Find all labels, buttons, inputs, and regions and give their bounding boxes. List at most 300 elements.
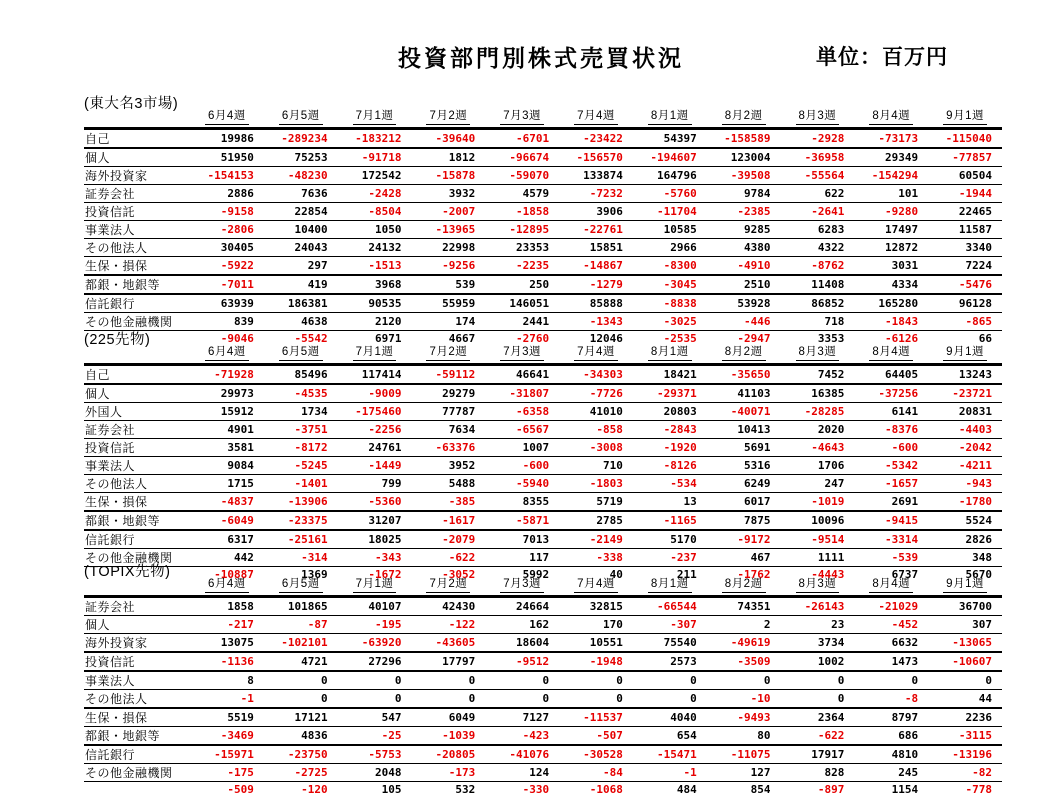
week-label: 7月3週 bbox=[500, 107, 544, 125]
value-cell: -9172 bbox=[707, 530, 781, 549]
table-row bbox=[84, 129, 1002, 149]
value-cell: 0 bbox=[485, 690, 559, 709]
value-cell: 8355 bbox=[485, 493, 559, 512]
value-cell: 74351 bbox=[707, 597, 781, 616]
week-header bbox=[781, 106, 855, 129]
value-cell: 13 bbox=[633, 493, 707, 512]
value-cell: 442 bbox=[190, 549, 264, 567]
week-label: 7月1週 bbox=[353, 107, 397, 125]
value-cell: 10400 bbox=[264, 221, 338, 239]
value-cell: -4837 bbox=[190, 493, 264, 512]
value-cell: 165280 bbox=[854, 294, 928, 313]
value-cell: 854 bbox=[750, 782, 771, 796]
value-cell: 101 bbox=[854, 185, 928, 203]
value-cell: 0 bbox=[485, 671, 559, 690]
row-label: 事業法人 bbox=[84, 457, 190, 475]
value-cell: 4721 bbox=[264, 652, 338, 671]
week-label: 7月2週 bbox=[426, 107, 470, 125]
value-cell: -73173 bbox=[854, 129, 928, 149]
week-label: 9月1週 bbox=[943, 343, 987, 361]
row-label: 投資信託 bbox=[84, 203, 190, 221]
table-row bbox=[84, 185, 1002, 203]
row-label: 海外投資家 bbox=[84, 634, 190, 653]
value-cell: 24664 bbox=[485, 597, 559, 616]
value-cell: -91718 bbox=[338, 148, 412, 167]
value-cell: 172542 bbox=[338, 167, 412, 185]
value-cell: 710 bbox=[559, 457, 633, 475]
value-cell: -55564 bbox=[781, 167, 855, 185]
value-cell: 6971 bbox=[374, 331, 402, 345]
value-cell: 170 bbox=[559, 616, 633, 634]
row-label: その他法人 bbox=[84, 475, 190, 493]
value-cell: -120 bbox=[301, 782, 328, 796]
value-cell: 123004 bbox=[707, 148, 781, 167]
value-cell: -1617 bbox=[411, 511, 485, 530]
value-cell: -4443 bbox=[811, 567, 845, 581]
week-header bbox=[264, 342, 338, 365]
value-cell: -10607 bbox=[928, 652, 1002, 671]
value-cell: 3031 bbox=[854, 257, 928, 276]
value-cell: 124 bbox=[485, 764, 559, 782]
week-label: 6月4週 bbox=[205, 575, 249, 593]
table-row bbox=[84, 475, 1002, 493]
week-header bbox=[485, 574, 559, 597]
value-cell: -8762 bbox=[781, 257, 855, 276]
value-cell: -3008 bbox=[559, 439, 633, 457]
table-row bbox=[84, 439, 1002, 457]
value-cell: -5871 bbox=[485, 511, 559, 530]
table-row bbox=[84, 511, 1002, 530]
value-cell: 4040 bbox=[633, 708, 707, 727]
value-cell: -2725 bbox=[264, 764, 338, 782]
value-cell: 467 bbox=[707, 549, 781, 567]
value-cell: 4334 bbox=[854, 275, 928, 294]
value-cell: -154153 bbox=[190, 167, 264, 185]
value-cell: -3052 bbox=[442, 567, 476, 581]
week-label: 7月3週 bbox=[500, 575, 544, 593]
value-cell: -43605 bbox=[411, 634, 485, 653]
value-cell: 532 bbox=[455, 782, 476, 796]
table-row bbox=[84, 745, 1002, 764]
value-cell: -9009 bbox=[338, 384, 412, 403]
value-cell: -507 bbox=[559, 727, 633, 746]
value-cell: 0 bbox=[411, 671, 485, 690]
value-cell: -21029 bbox=[854, 597, 928, 616]
value-cell: -1019 bbox=[781, 493, 855, 512]
week-header bbox=[854, 342, 928, 365]
value-cell: 10585 bbox=[633, 221, 707, 239]
value-cell: -7011 bbox=[190, 275, 264, 294]
value-cell: -22761 bbox=[559, 221, 633, 239]
week-label: 9月1週 bbox=[943, 107, 987, 125]
row-label: 証券会社 bbox=[84, 185, 190, 203]
value-cell: -77857 bbox=[928, 148, 1002, 167]
value-cell: 0 bbox=[781, 690, 855, 709]
week-header bbox=[264, 106, 338, 129]
value-cell: -63376 bbox=[411, 439, 485, 457]
row-label: 信託銀行 bbox=[84, 530, 190, 549]
value-cell: -23721 bbox=[928, 384, 1002, 403]
week-label: 6月5週 bbox=[279, 343, 323, 361]
value-cell: -1279 bbox=[559, 275, 633, 294]
value-cell: -6049 bbox=[190, 511, 264, 530]
week-label: 6月5週 bbox=[279, 107, 323, 125]
value-cell: 4836 bbox=[264, 727, 338, 746]
value-cell: -5360 bbox=[338, 493, 412, 512]
row-label: 生保・損保 bbox=[84, 257, 190, 276]
table-row bbox=[84, 764, 1002, 782]
value-cell: 211 bbox=[676, 567, 697, 581]
value-cell: -15878 bbox=[411, 167, 485, 185]
value-cell: -115040 bbox=[928, 129, 1002, 149]
value-cell: 3932 bbox=[411, 185, 485, 203]
value-cell: 86852 bbox=[781, 294, 855, 313]
value-cell: -11704 bbox=[633, 203, 707, 221]
value-cell: -36958 bbox=[781, 148, 855, 167]
value-cell: -1843 bbox=[854, 313, 928, 331]
value-cell: 80 bbox=[707, 727, 781, 746]
value-cell: -3045 bbox=[633, 275, 707, 294]
value-cell: 4579 bbox=[485, 185, 559, 203]
week-label: 7月4週 bbox=[574, 343, 618, 361]
value-cell: 1715 bbox=[190, 475, 264, 493]
value-cell: 4322 bbox=[781, 239, 855, 257]
value-cell: -1 bbox=[633, 764, 707, 782]
value-cell: 66 bbox=[978, 331, 992, 345]
week-label: 6月4週 bbox=[205, 107, 249, 125]
week-header bbox=[781, 342, 855, 365]
section-label: (225先物) bbox=[84, 332, 151, 348]
value-cell: 0 bbox=[928, 671, 1002, 690]
week-label: 8月2週 bbox=[722, 343, 766, 361]
week-header bbox=[781, 574, 855, 597]
week-label: 8月3週 bbox=[796, 575, 840, 593]
value-cell: -5342 bbox=[854, 457, 928, 475]
value-cell: 0 bbox=[707, 671, 781, 690]
value-cell: -2843 bbox=[633, 421, 707, 439]
value-cell: -6358 bbox=[485, 403, 559, 421]
value-cell: 2785 bbox=[559, 511, 633, 530]
table-row bbox=[84, 294, 1002, 313]
week-label: 7月4週 bbox=[574, 575, 618, 593]
value-cell: -5922 bbox=[190, 257, 264, 276]
table-row bbox=[84, 652, 1002, 671]
value-cell: 2966 bbox=[633, 239, 707, 257]
value-cell: -338 bbox=[559, 549, 633, 567]
value-cell: -2149 bbox=[559, 530, 633, 549]
value-cell: 85496 bbox=[264, 365, 338, 385]
week-header bbox=[928, 342, 1002, 365]
value-cell: 63939 bbox=[190, 294, 264, 313]
value-cell: -423 bbox=[485, 727, 559, 746]
row-label: 都銀・地銀等 bbox=[84, 727, 190, 746]
value-cell: -13196 bbox=[928, 745, 1002, 764]
value-cell: 0 bbox=[633, 671, 707, 690]
value-cell: 7634 bbox=[411, 421, 485, 439]
value-cell: -25161 bbox=[264, 530, 338, 549]
value-cell: -48230 bbox=[264, 167, 338, 185]
value-cell: -23422 bbox=[559, 129, 633, 149]
value-cell: -943 bbox=[928, 475, 1002, 493]
value-cell: -452 bbox=[854, 616, 928, 634]
row-label: 投資信託 bbox=[84, 439, 190, 457]
value-cell: 0 bbox=[338, 671, 412, 690]
value-cell: 2364 bbox=[781, 708, 855, 727]
week-label: 7月1週 bbox=[353, 575, 397, 593]
value-cell: 186381 bbox=[264, 294, 338, 313]
value-cell: 29973 bbox=[190, 384, 264, 403]
value-cell: -15471 bbox=[633, 745, 707, 764]
value-cell: -1136 bbox=[190, 652, 264, 671]
value-cell: 0 bbox=[854, 671, 928, 690]
value-cell: 15851 bbox=[559, 239, 633, 257]
value-cell: -30528 bbox=[559, 745, 633, 764]
value-cell: 24043 bbox=[264, 239, 338, 257]
value-cell: 11408 bbox=[781, 275, 855, 294]
value-cell: 3734 bbox=[781, 634, 855, 653]
value-cell: 2510 bbox=[707, 275, 781, 294]
value-cell: 3906 bbox=[559, 203, 633, 221]
value-cell: -2235 bbox=[485, 257, 559, 276]
value-cell: 5992 bbox=[522, 567, 550, 581]
week-label: 8月3週 bbox=[796, 107, 840, 125]
value-cell: 1858 bbox=[190, 597, 264, 616]
section-nikkei225-futures bbox=[84, 328, 1004, 582]
week-label: 7月3週 bbox=[500, 343, 544, 361]
week-label: 7月2週 bbox=[426, 343, 470, 361]
value-cell: 1007 bbox=[485, 439, 559, 457]
week-header bbox=[707, 106, 781, 129]
value-cell: 6249 bbox=[707, 475, 781, 493]
value-cell: 60504 bbox=[928, 167, 1002, 185]
trading-table-225-futures bbox=[84, 342, 1002, 582]
section-label: (東大名3市場) bbox=[84, 96, 179, 112]
value-cell: -1039 bbox=[411, 727, 485, 746]
value-cell: -39508 bbox=[707, 167, 781, 185]
value-cell: 8797 bbox=[854, 708, 928, 727]
value-cell: -1657 bbox=[854, 475, 928, 493]
table-row bbox=[84, 493, 1002, 512]
week-label: 7月1週 bbox=[353, 343, 397, 361]
value-cell: 5691 bbox=[707, 439, 781, 457]
value-cell: 75253 bbox=[264, 148, 338, 167]
value-cell: -9512 bbox=[485, 652, 559, 671]
value-cell: 17121 bbox=[264, 708, 338, 727]
value-cell: -13965 bbox=[411, 221, 485, 239]
value-cell: -5542 bbox=[294, 331, 328, 345]
value-cell: 5170 bbox=[633, 530, 707, 549]
week-label: 8月2週 bbox=[722, 107, 766, 125]
value-cell: 419 bbox=[264, 275, 338, 294]
value-cell: -13065 bbox=[928, 634, 1002, 653]
value-cell: 53928 bbox=[707, 294, 781, 313]
value-cell: -173 bbox=[411, 764, 485, 782]
week-label: 8月1週 bbox=[648, 343, 692, 361]
value-cell: 1050 bbox=[338, 221, 412, 239]
row-label: その他法人 bbox=[84, 690, 190, 709]
value-cell: 17797 bbox=[411, 652, 485, 671]
row-label: その他金融機関 bbox=[84, 764, 190, 782]
value-cell: -10 bbox=[707, 690, 781, 709]
value-cell: -1948 bbox=[559, 652, 633, 671]
value-cell: 2048 bbox=[338, 764, 412, 782]
value-cell: -13906 bbox=[264, 493, 338, 512]
value-cell: -1858 bbox=[485, 203, 559, 221]
value-cell: -39640 bbox=[411, 129, 485, 149]
value-cell: 1706 bbox=[781, 457, 855, 475]
value-cell: 9784 bbox=[707, 185, 781, 203]
week-header bbox=[190, 106, 264, 129]
value-cell: -4910 bbox=[707, 257, 781, 276]
value-cell: 12046 bbox=[589, 331, 623, 345]
table-row bbox=[84, 727, 1002, 746]
value-cell: -158589 bbox=[707, 129, 781, 149]
row-label: その他金融機関 bbox=[84, 549, 190, 567]
value-cell: 6317 bbox=[190, 530, 264, 549]
value-cell: -96674 bbox=[485, 148, 559, 167]
table-row bbox=[84, 384, 1002, 403]
row-label: 海外投資家 bbox=[84, 167, 190, 185]
value-cell: -858 bbox=[559, 421, 633, 439]
value-cell: 1111 bbox=[781, 549, 855, 567]
value-cell: -9415 bbox=[854, 511, 928, 530]
table-row bbox=[84, 708, 1002, 727]
value-cell: -31807 bbox=[485, 384, 559, 403]
value-cell: -289234 bbox=[264, 129, 338, 149]
value-cell: 0 bbox=[559, 671, 633, 690]
value-cell: -237 bbox=[633, 549, 707, 567]
value-cell: -87 bbox=[264, 616, 338, 634]
table-row bbox=[84, 221, 1002, 239]
week-header bbox=[338, 342, 412, 365]
value-cell: -25 bbox=[338, 727, 412, 746]
week-label: 6月4週 bbox=[205, 343, 249, 361]
section-label: (TOPIX先物) bbox=[84, 564, 171, 580]
week-header bbox=[854, 574, 928, 597]
row-label: 事業法人 bbox=[84, 671, 190, 690]
week-header-row bbox=[84, 106, 1002, 129]
value-cell: -82 bbox=[928, 764, 1002, 782]
value-cell: 7636 bbox=[264, 185, 338, 203]
value-cell: -4535 bbox=[264, 384, 338, 403]
value-cell: -622 bbox=[411, 549, 485, 567]
section-tokyo-3-markets bbox=[84, 92, 1004, 346]
value-cell: 17917 bbox=[781, 745, 855, 764]
value-cell: -385 bbox=[411, 493, 485, 512]
value-cell: -1944 bbox=[928, 185, 1002, 203]
value-cell: 3968 bbox=[338, 275, 412, 294]
week-header bbox=[338, 106, 412, 129]
value-cell: 36700 bbox=[928, 597, 1002, 616]
week-label: 8月3週 bbox=[796, 343, 840, 361]
value-cell: -10887 bbox=[214, 567, 254, 581]
week-header bbox=[559, 342, 633, 365]
value-cell: -5245 bbox=[264, 457, 338, 475]
value-cell: 8 bbox=[190, 671, 264, 690]
week-header bbox=[707, 342, 781, 365]
week-header bbox=[190, 342, 264, 365]
week-label: 8月4週 bbox=[869, 343, 913, 361]
value-cell: 5670 bbox=[965, 567, 992, 581]
value-cell: 245 bbox=[854, 764, 928, 782]
value-cell: 4810 bbox=[854, 745, 928, 764]
value-cell: -11537 bbox=[559, 708, 633, 727]
value-cell: -9256 bbox=[411, 257, 485, 276]
value-cell: 77787 bbox=[411, 403, 485, 421]
week-header-row bbox=[84, 574, 1002, 597]
table-row bbox=[84, 275, 1002, 294]
value-cell: 42430 bbox=[411, 597, 485, 616]
table-row bbox=[84, 167, 1002, 185]
row-label: その他金融機関 bbox=[84, 313, 190, 331]
value-cell: -1343 bbox=[559, 313, 633, 331]
value-cell: -534 bbox=[633, 475, 707, 493]
value-cell: 29279 bbox=[411, 384, 485, 403]
value-cell: 164796 bbox=[633, 167, 707, 185]
value-cell: -9514 bbox=[781, 530, 855, 549]
value-cell: -539 bbox=[854, 549, 928, 567]
value-cell: 839 bbox=[190, 313, 264, 331]
value-cell: 13075 bbox=[190, 634, 264, 653]
value-cell: 5519 bbox=[190, 708, 264, 727]
value-cell: 31207 bbox=[338, 511, 412, 530]
value-cell: -600 bbox=[854, 439, 928, 457]
row-label: 個人 bbox=[84, 384, 190, 403]
value-cell: -102101 bbox=[264, 634, 338, 653]
value-cell: 54397 bbox=[633, 129, 707, 149]
week-header bbox=[264, 574, 338, 597]
value-cell: -600 bbox=[485, 457, 559, 475]
total-row bbox=[84, 782, 1002, 797]
value-cell: 1369 bbox=[301, 567, 328, 581]
value-cell: 297 bbox=[264, 257, 338, 276]
value-cell: 44 bbox=[928, 690, 1002, 709]
value-cell: -1803 bbox=[559, 475, 633, 493]
value-cell: -20805 bbox=[411, 745, 485, 764]
value-cell: -1 bbox=[190, 690, 264, 709]
value-cell: 41010 bbox=[559, 403, 633, 421]
value-cell: -9493 bbox=[707, 708, 781, 727]
value-cell: -2042 bbox=[928, 439, 1002, 457]
value-cell: -6567 bbox=[485, 421, 559, 439]
value-cell: -8172 bbox=[264, 439, 338, 457]
table-row bbox=[84, 403, 1002, 421]
value-cell: 7224 bbox=[928, 257, 1002, 276]
week-header bbox=[559, 106, 633, 129]
value-cell: 4901 bbox=[190, 421, 264, 439]
week-label: 8月1週 bbox=[648, 575, 692, 593]
value-cell: 547 bbox=[338, 708, 412, 727]
value-cell: 18025 bbox=[338, 530, 412, 549]
value-cell: 2120 bbox=[338, 313, 412, 331]
value-cell: -37256 bbox=[854, 384, 928, 403]
table-row bbox=[84, 457, 1002, 475]
value-cell: -5760 bbox=[633, 185, 707, 203]
page-title: 投資部門別株式売買状況 bbox=[398, 45, 684, 71]
value-cell: 2886 bbox=[190, 185, 264, 203]
value-cell: 117414 bbox=[338, 365, 412, 385]
value-cell: -9158 bbox=[190, 203, 264, 221]
value-cell: 7875 bbox=[707, 511, 781, 530]
value-cell: 23 bbox=[781, 616, 855, 634]
value-cell: -23375 bbox=[264, 511, 338, 530]
value-cell: 5719 bbox=[559, 493, 633, 512]
value-cell: -3314 bbox=[854, 530, 928, 549]
value-cell: -5476 bbox=[928, 275, 1002, 294]
week-header bbox=[485, 342, 559, 365]
value-cell: -2428 bbox=[338, 185, 412, 203]
value-cell: 718 bbox=[781, 313, 855, 331]
